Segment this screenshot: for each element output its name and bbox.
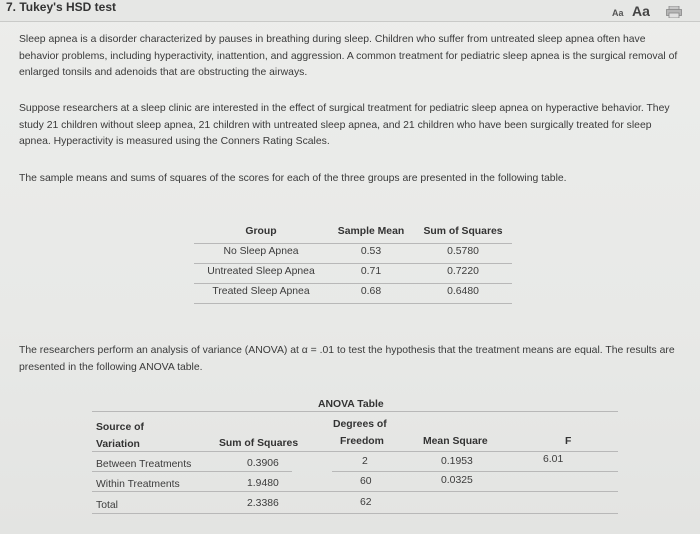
group-name: No Sleep Apnea: [223, 246, 299, 257]
header-source-line1: Source of: [96, 422, 144, 433]
ms-value: 0.1953: [441, 456, 473, 467]
source-label: Total: [96, 500, 118, 511]
divider: [92, 491, 618, 492]
ss-value: 1.9480: [247, 478, 279, 489]
source-label: Between Treatments: [96, 459, 192, 470]
divider: [92, 471, 292, 472]
divider: [194, 303, 512, 304]
table-row: [194, 263, 512, 283]
ms-value: 0.0325: [441, 475, 473, 486]
table-row: [194, 243, 512, 263]
header-sample-mean: Sample Mean: [337, 226, 405, 237]
ss-value: 2.3386: [247, 498, 279, 509]
decrease-font-button[interactable]: Aa: [612, 8, 624, 18]
df-value: 62: [360, 497, 372, 508]
increase-font-button[interactable]: Aa: [632, 3, 650, 19]
header-source-line2: Variation: [96, 439, 140, 450]
f-value: 6.01: [543, 454, 564, 465]
table-intro-paragraph: The sample means and sums of squares of the scores for each of the three groups are presented in the following table.: [19, 173, 567, 184]
ss-value: 0.3906: [247, 458, 279, 469]
anova-table-title: ANOVA Table: [318, 399, 384, 410]
header-df-line1: Degrees of: [333, 419, 387, 430]
divider: [92, 451, 618, 452]
divider: [92, 411, 618, 412]
sum-of-squares: 0.6480: [447, 286, 479, 297]
table-row: [194, 283, 512, 303]
divider: [332, 471, 618, 472]
source-label: Within Treatments: [96, 479, 180, 490]
df-value: 2: [362, 456, 368, 467]
study-paragraph: Suppose researchers at a sleep clinic are interested in the effect of surgical treatment for pediatric sleep apnea on hyperactive behavior. They study 21 children without sleep apnea, 21 children with untreated sleep apnea, and 21 children who have been surgically treated for sleep apnea. Hyperactivity is measured using the Conners Rating Scales.: [19, 103, 670, 147]
header-sum-of-squares: Sum of Squares: [219, 438, 299, 449]
print-icon[interactable]: [666, 5, 682, 17]
question-title: 7. Tukey's HSD test: [6, 0, 117, 14]
header-mean-square: Mean Square: [423, 436, 488, 447]
divider: [92, 513, 618, 514]
header-df-line2: Freedom: [340, 436, 384, 447]
sum-of-squares: 0.5780: [447, 246, 479, 257]
sum-of-squares: 0.7220: [447, 266, 479, 277]
group-name: Untreated Sleep Apnea: [207, 266, 315, 277]
sample-mean: 0.68: [360, 286, 382, 297]
intro-paragraph: Sleep apnea is a disorder characterized by pauses in breathing during sleep. Children who suffer from untreated sleep apnea often have behavior problems, including hyperactivity, inattention, and aggression. A common treatment for pediatric sleep apnea is the surgical removal of enlarged tonsils and adenoids that are obstructing the airways.: [19, 34, 678, 78]
header-f: F: [565, 436, 572, 447]
table-header-row: [194, 223, 512, 243]
anova-intro-paragraph: The researchers perform an analysis of variance (ANOVA) at α = .01 to test the hypothesis that the treatment means are equal. The results are presented in the following ANOVA table.: [19, 345, 675, 373]
header-group: Group: [245, 226, 277, 237]
header-sum-of-squares: Sum of Squares: [423, 226, 503, 237]
df-value: 60: [360, 476, 372, 487]
group-name: Treated Sleep Apnea: [212, 286, 310, 297]
sample-mean: 0.71: [360, 266, 382, 277]
sample-mean: 0.53: [360, 246, 382, 257]
